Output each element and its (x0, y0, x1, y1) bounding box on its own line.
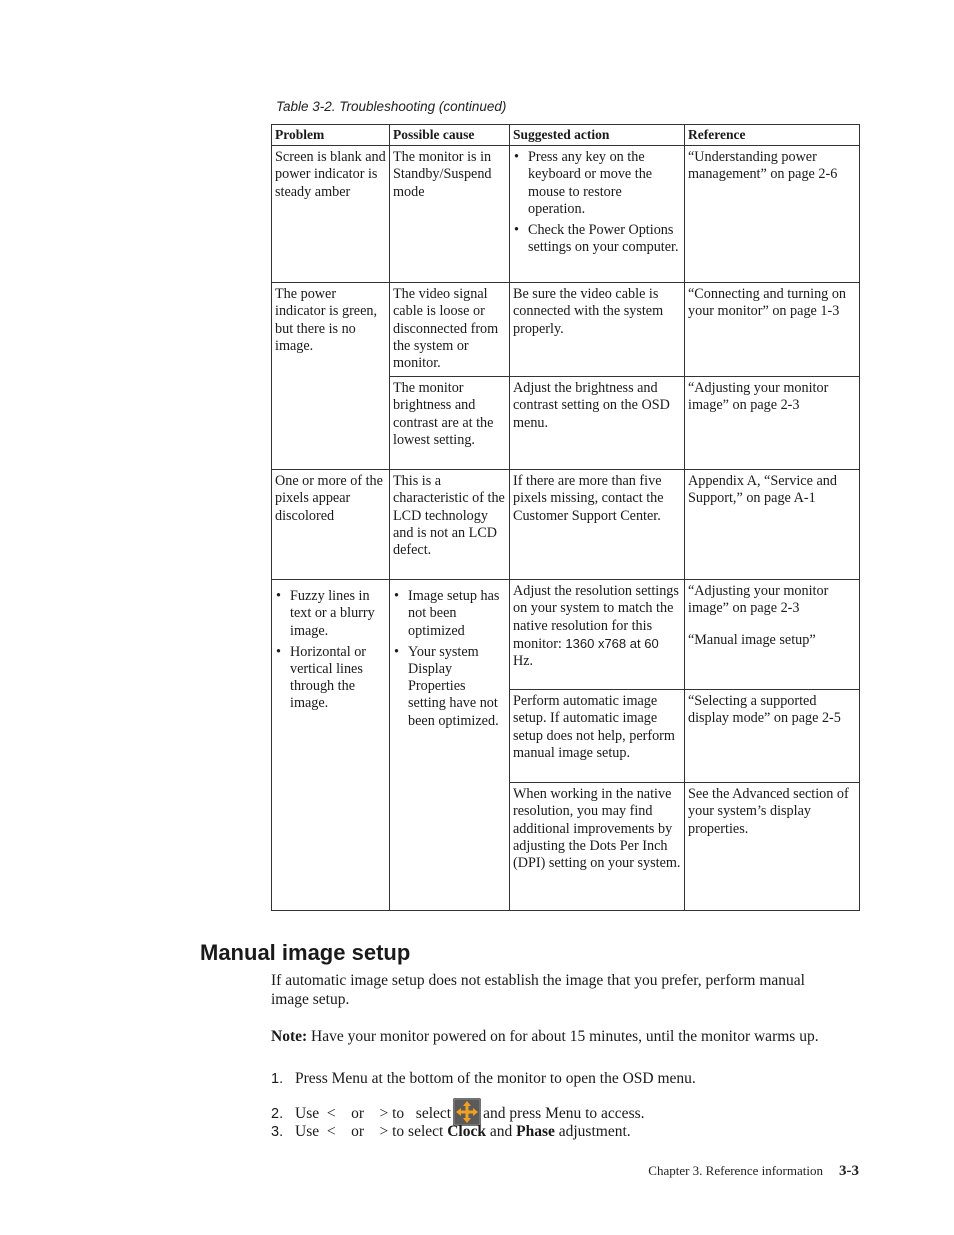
step-number: 2. (271, 1106, 284, 1122)
action-cell: Be sure the video cable is connected with the system properly. (510, 283, 685, 377)
reference-cell: Appendix A, “Service and Support,” on page A-1 (685, 470, 860, 580)
step-text: and (489, 1123, 513, 1140)
action-cell: When working in the native resolution, you may find additional improvements by adjusting the Dots Per Inch (DPI) setting on your system. (510, 783, 685, 911)
problem-cell: The power indicator is green, but there is no image. (272, 283, 390, 470)
header-reference: Reference (685, 125, 860, 146)
cause-cell: This is a characteristic of the LCD technology and is not an LCD defect. (390, 470, 510, 580)
reference-cell: “Connecting and turning on your monitor” on page 1-3 (685, 283, 860, 377)
step-text: adjustment. (558, 1123, 631, 1140)
header-problem: Problem (272, 125, 390, 146)
step-number: 3. (271, 1124, 284, 1140)
reference-cell: See the Advanced section of your system’s display properties. (685, 783, 860, 911)
reference-cell: “Adjusting your monitor image” on page 2-3 (685, 377, 860, 470)
cause-bullet: • Image setup has not been optimized (393, 588, 506, 640)
reference-cell: “Selecting a supported display mode” on page 2-5 (685, 690, 860, 783)
problem-bullet: • Fuzzy lines in text or a blurry image. (275, 588, 386, 640)
cause-cell: The monitor brightness and contrast are at the lowest setting. (390, 377, 510, 470)
problem-bullet: • Horizontal or vertical lines through the image. (275, 644, 386, 713)
note-paragraph (271, 1027, 841, 1046)
troubleshooting-table (271, 124, 860, 911)
action-bullet: • Check the Power Options settings on your computer. (513, 222, 681, 256)
step-1 (271, 1069, 696, 1089)
action-cell (510, 580, 685, 690)
action-cell (510, 146, 685, 283)
step-text: Use < or > to select (295, 1123, 444, 1140)
reference-text: “Manual image setup” (688, 631, 816, 648)
cause-cell (390, 580, 510, 911)
step-text: Use < or > to select (295, 1105, 452, 1122)
action-bullet: • Press any key on the keyboard or move the mouse to restore operation. (513, 149, 681, 218)
table-header-row (272, 125, 860, 146)
page-number: 3-3 (839, 1163, 859, 1179)
step-3 (271, 1122, 631, 1142)
problem-cell: One or more of the pixels appear discolored (272, 470, 390, 580)
action-text: Adjust the resolution settings on your system to match the native resolution for this monitor: (513, 583, 679, 652)
reference-cell: “Understanding power management” on page 2-6 (685, 146, 860, 283)
step-number: 1. (271, 1071, 284, 1087)
problem-cell: Screen is blank and power indicator is steady amber (272, 146, 390, 283)
action-text-end: Hz. (513, 653, 534, 670)
problem-cell (272, 580, 390, 911)
action-cell: If there are more than five pixels missing, contact the Customer Support Center. (510, 470, 685, 580)
phase-term: Phase (516, 1123, 555, 1140)
cause-cell: The monitor is in Standby/Suspend mode (390, 146, 510, 283)
table-row (272, 146, 860, 283)
step-text: Press Menu at the bottom of the monitor to open the OSD menu. (295, 1070, 696, 1087)
table-row (272, 470, 860, 580)
page-footer (648, 1163, 859, 1180)
cause-cell: The video signal cable is loose or disconnected from the system or monitor. (390, 283, 510, 377)
header-possible-cause: Possible cause (390, 125, 510, 146)
step-text: and press Menu to access. (483, 1105, 645, 1122)
reference-cell (685, 580, 860, 690)
action-cell: Adjust the brightness and contrast setting on the OSD menu. (510, 377, 685, 470)
intro-paragraph: If automatic image setup does not establish the image that you prefer, perform manual image setup. (271, 972, 805, 1008)
table-caption: Table 3-2. Troubleshooting (continued) (276, 99, 507, 114)
table-row (272, 283, 860, 377)
action-cell: Perform automatic image setup. If automatic image setup does not help, perform manual image setup. (510, 690, 685, 783)
footer-chapter: Chapter 3. Reference information (648, 1163, 823, 1178)
note-text: Have your monitor powered on for about 15 minutes, until the monitor warms up. (311, 1028, 819, 1045)
reference-text: “Adjusting your monitor image” on page 2-3 (688, 583, 829, 617)
section-heading: Manual image setup (200, 940, 411, 965)
table-row (272, 580, 860, 690)
cause-bullet: • Your system Display Properties setting have not been optimized. (393, 644, 506, 730)
native-resolution-value: 1360 x768 at 60 (565, 635, 659, 651)
note-label: Note: (271, 1028, 308, 1045)
clock-term: Clock (447, 1123, 486, 1140)
header-suggested-action: Suggested action (510, 125, 685, 146)
